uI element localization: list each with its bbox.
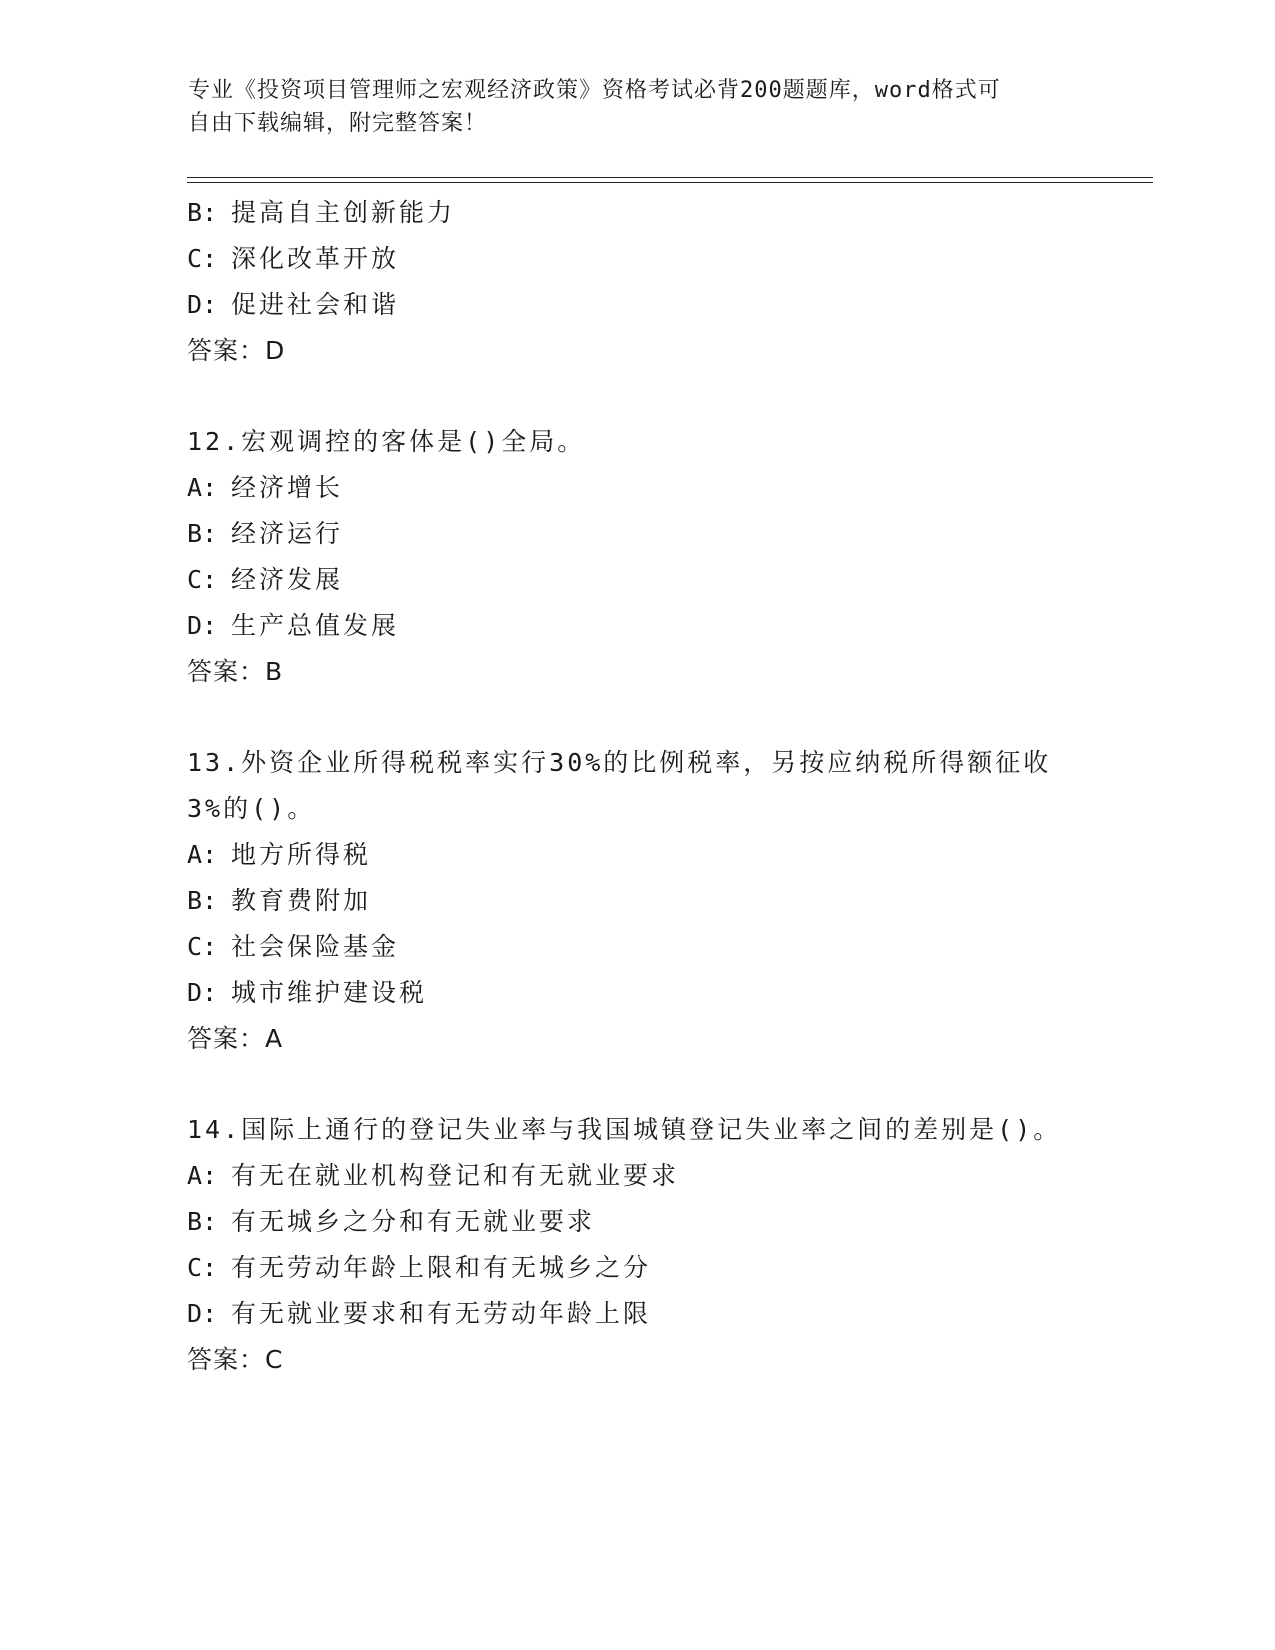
option-letter: A:	[187, 1161, 218, 1190]
option-letter: B:	[187, 1207, 218, 1236]
block-spacer	[187, 695, 1087, 740]
option-b	[187, 878, 1087, 924]
option-letter: D:	[187, 1299, 218, 1328]
option-d	[187, 1291, 1087, 1337]
option-b	[187, 190, 1087, 236]
header-line-1: 专业《投资项目管理师之宏观经济政策》资格考试必背200题题库，word格式可	[188, 78, 1001, 103]
option-letter: C:	[187, 1253, 218, 1282]
question-text: 14.国际上通行的登记失业率与我国城镇登记失业率之间的差别是()。	[187, 1115, 1062, 1144]
answer-line: 答案：A	[187, 1024, 284, 1053]
option-text: 提高自主创新能力	[231, 198, 456, 227]
option-text: 有无就业要求和有无劳动年龄上限	[231, 1299, 652, 1328]
answer-line: 答案：D	[187, 336, 286, 365]
option-letter: A:	[187, 840, 218, 869]
option-letter: B:	[187, 886, 218, 915]
question-text-continued: 3%的()。	[187, 794, 316, 823]
option-c	[187, 236, 1087, 282]
question-block-13	[187, 740, 1087, 1062]
option-c	[187, 1245, 1087, 1291]
question-block-12	[187, 419, 1087, 695]
option-letter: C:	[187, 565, 218, 594]
option-d	[187, 603, 1087, 649]
option-letter: B:	[187, 198, 218, 227]
option-text: 教育费附加	[231, 886, 372, 915]
option-text: 有无在就业机构登记和有无就业要求	[231, 1161, 680, 1190]
document-header	[188, 74, 1068, 140]
header-divider	[187, 177, 1153, 183]
option-text: 地方所得税	[231, 840, 372, 869]
block-spacer	[187, 1062, 1087, 1107]
question-block-11	[187, 190, 1087, 374]
option-text: 有无劳动年龄上限和有无城乡之分	[231, 1253, 652, 1282]
answer-line: 答案：C	[187, 1345, 284, 1374]
option-a	[187, 465, 1087, 511]
option-text: 促进社会和谐	[231, 290, 400, 319]
option-b	[187, 511, 1087, 557]
option-text: 生产总值发展	[231, 611, 400, 640]
option-letter: D:	[187, 290, 218, 319]
option-letter: D:	[187, 611, 218, 640]
option-letter: C:	[187, 932, 218, 961]
option-a	[187, 832, 1087, 878]
block-spacer	[187, 374, 1087, 419]
option-c	[187, 924, 1087, 970]
option-letter: D:	[187, 978, 218, 1007]
option-c	[187, 557, 1087, 603]
option-d	[187, 970, 1087, 1016]
option-text: 社会保险基金	[231, 932, 400, 961]
option-text: 经济增长	[231, 473, 344, 502]
option-b	[187, 1199, 1087, 1245]
question-text: 13.外资企业所得税税率实行30%的比例税率，另按应纳税所得额征收	[187, 748, 1052, 777]
option-d	[187, 282, 1087, 328]
option-letter: A:	[187, 473, 218, 502]
question-block-14	[187, 1107, 1087, 1383]
option-a	[187, 1153, 1087, 1199]
header-line-2: 自由下载编辑，附完整答案！	[188, 111, 488, 136]
option-letter: C:	[187, 244, 218, 273]
option-text: 城市维护建设税	[231, 978, 428, 1007]
question-text: 12.宏观调控的客体是()全局。	[187, 427, 586, 456]
question-list	[187, 190, 1087, 1383]
answer-line: 答案：B	[187, 657, 284, 686]
option-letter: B:	[187, 519, 218, 548]
option-text: 经济运行	[231, 519, 344, 548]
option-text: 经济发展	[231, 565, 344, 594]
option-text: 深化改革开放	[231, 244, 400, 273]
option-text: 有无城乡之分和有无就业要求	[231, 1207, 596, 1236]
